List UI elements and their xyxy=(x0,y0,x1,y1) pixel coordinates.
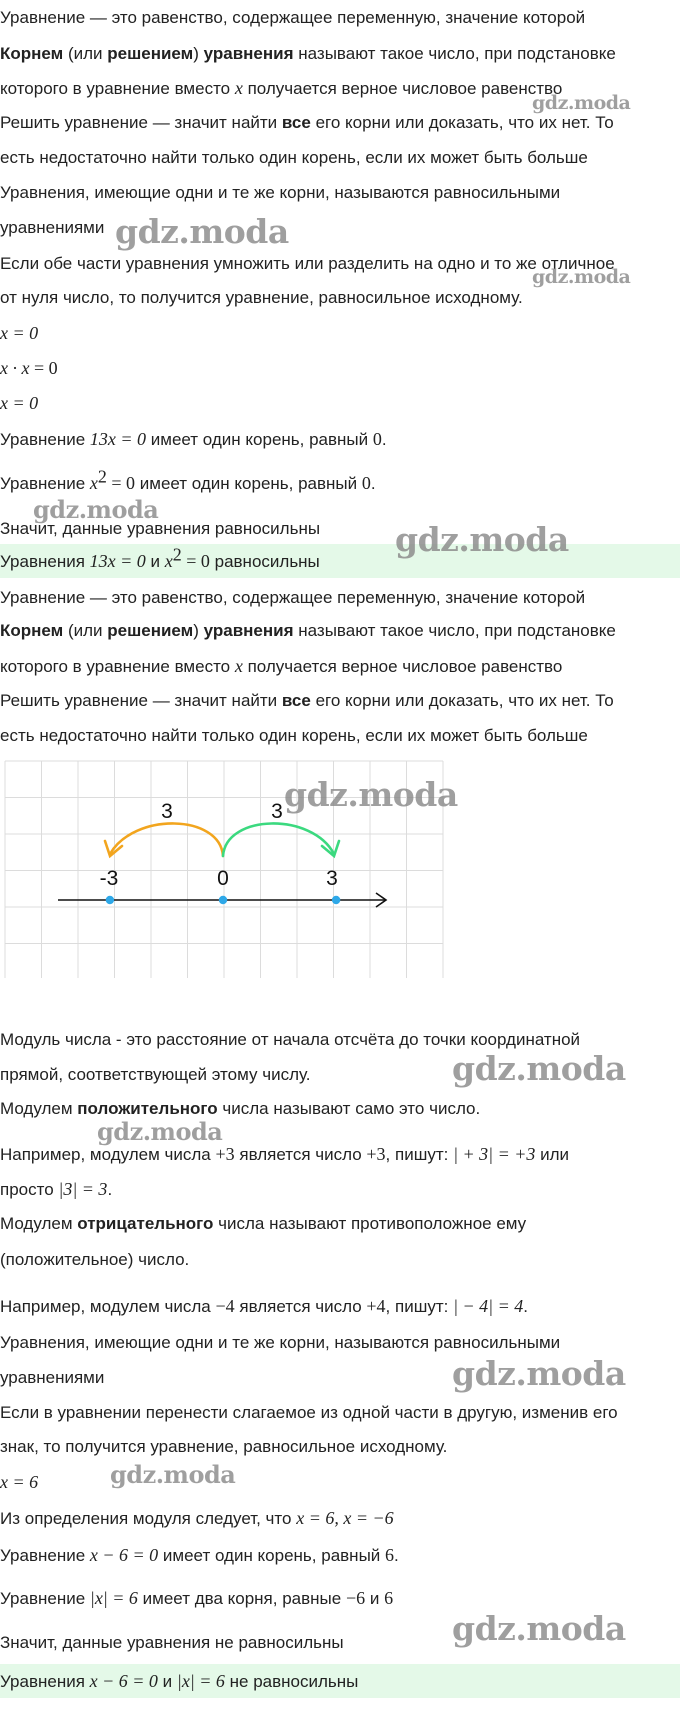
text-fragment: и xyxy=(145,552,165,571)
math-expression: 13x = 0 xyxy=(89,429,147,449)
text-fragment: Например, модулем числа xyxy=(0,1145,216,1164)
text-fragment: Уравнение xyxy=(0,1546,90,1565)
math-variable: x xyxy=(234,656,243,676)
text-fragment: имеет один корень, равный xyxy=(158,1546,386,1565)
text-fragment: и xyxy=(157,1672,177,1691)
conclusion-line: Значит, данные уравнения не равносильны xyxy=(0,1633,344,1652)
watermark: gdz.moda xyxy=(33,495,159,524)
text-fragment: , пишут: xyxy=(385,1297,454,1316)
text-fragment: Уравнение xyxy=(0,430,90,449)
text-fragment: называют такое число, при подстановке xyxy=(293,44,616,63)
math-exponent: 2 xyxy=(172,544,182,565)
definition-line: Уравнение — это равенство, содержащее переменную, значение которой xyxy=(0,8,586,27)
math-expression: x − 6 = 0 xyxy=(89,1671,158,1691)
watermark: gdz.moda xyxy=(97,1117,223,1146)
bold-term: уравнения xyxy=(203,621,294,640)
definition-line xyxy=(0,620,616,642)
equation-line xyxy=(0,357,58,380)
watermark: gdz.moda xyxy=(452,1354,626,1393)
text-fragment: или xyxy=(535,1145,570,1164)
text-fragment: называют такое число, при подстановке xyxy=(293,621,616,640)
example-line xyxy=(0,1178,112,1201)
text-fragment: Уравнения xyxy=(0,1672,90,1691)
number-line-point xyxy=(219,896,227,904)
text-fragment: не равносильны xyxy=(224,1672,359,1691)
watermark: gdz.moda xyxy=(110,1460,236,1489)
text-fragment: . xyxy=(381,430,387,449)
text-fragment: получается верное числовое равенство xyxy=(242,657,563,676)
text-fragment: числа называют само это число. xyxy=(217,1099,481,1118)
bold-term: отрицательного xyxy=(77,1214,214,1233)
math-expression: 13x = 0 xyxy=(89,551,146,571)
example-line xyxy=(0,1143,569,1166)
math-expression: x xyxy=(164,551,173,571)
math-number: +4 xyxy=(366,1296,386,1316)
point-label-zero: 0 xyxy=(217,867,229,890)
text-fragment: Решить уравнение — значит найти xyxy=(0,113,282,132)
definition-line: Модуль числа - это расстояние от начала отсчёта до точки координатной xyxy=(0,1030,581,1049)
text-fragment: которого в уравнение вместо xyxy=(0,79,235,98)
definition-line: есть недостаточно найти только один корень, если их может быть больше xyxy=(0,726,588,745)
definition-line xyxy=(0,1098,480,1120)
equation-line: x = 0 xyxy=(0,323,39,343)
definition-line: знак, то получится уравнение, равносильное исходному. xyxy=(0,1437,448,1456)
definition-line: прямой, соответствующей этому числу. xyxy=(0,1065,311,1084)
text-fragment: имеет два корня, равные xyxy=(137,1589,346,1608)
definition-line xyxy=(0,77,562,100)
text-fragment: ) xyxy=(193,44,204,63)
definition-line: Уравнения, имеющие одни и те же корни, называются равносильными xyxy=(0,183,561,202)
text-fragment: Уравнения xyxy=(0,552,90,571)
definition-line: есть недостаточно найти только один корень, если их может быть больше xyxy=(0,148,588,167)
watermark: gdz.moda xyxy=(452,1049,626,1088)
text-fragment: числа называют противоположное ему xyxy=(213,1214,527,1233)
math-number: 6 xyxy=(385,1545,395,1565)
math-expression: |x| = 6 xyxy=(89,1588,138,1608)
math-expression: |3| = 3 xyxy=(58,1179,108,1199)
statement-line xyxy=(0,1507,394,1530)
text-fragment: (или xyxy=(63,44,108,63)
math-number: −4 xyxy=(215,1296,235,1316)
math-expression: | + 3| = +3 xyxy=(453,1144,536,1164)
statement-line xyxy=(0,1587,393,1610)
text-fragment: Решить уравнение — значит найти xyxy=(0,691,282,710)
math-expression: = 0 xyxy=(29,358,58,378)
text-fragment: , пишут: xyxy=(385,1145,454,1164)
left-jump-arc xyxy=(110,823,223,856)
highlighted-conclusion xyxy=(0,544,320,573)
bold-term: Корнем xyxy=(0,621,64,640)
definition-line: уравнениями xyxy=(0,218,105,237)
point-label-pos3: 3 xyxy=(326,867,338,890)
definition-line: (положительное) число. xyxy=(0,1250,190,1269)
watermark: gdz.moda xyxy=(115,212,289,251)
number-line-point xyxy=(106,896,114,904)
text-fragment: его корни или доказать, что их нет. То xyxy=(310,113,614,132)
point-label-neg3: -3 xyxy=(99,867,119,890)
statement-line xyxy=(0,1544,399,1567)
text-fragment: имеет один корень, равный xyxy=(146,430,373,449)
watermark: gdz.moda xyxy=(395,520,569,559)
bold-term: уравнения xyxy=(203,44,294,63)
right-jump-arc xyxy=(223,823,334,856)
left-distance-label: 3 xyxy=(161,800,173,823)
math-expression: |x| = 6 xyxy=(176,1671,225,1691)
math-exponent: 2 xyxy=(97,466,107,487)
text-fragment: Уравнение xyxy=(0,474,90,493)
text-fragment: Из определения модуля следует, что xyxy=(0,1509,297,1528)
text-fragment: получается верное числовое равенство xyxy=(242,79,563,98)
math-number: 0 xyxy=(372,429,382,449)
conclusion-line: Значит, данные уравнения равносильны xyxy=(0,519,321,538)
text-fragment: Уравнение xyxy=(0,1589,90,1608)
text-fragment: которого в уравнение вместо xyxy=(0,657,235,676)
math-expression: x − 6 = 0 xyxy=(89,1545,159,1565)
text-fragment: . xyxy=(394,1546,399,1565)
text-fragment: . xyxy=(523,1297,529,1316)
definition-line: Уравнение — это равенство, содержащее переменную, значение которой xyxy=(0,588,586,607)
equation-line: x = 6 xyxy=(0,1472,39,1492)
math-variable: x xyxy=(234,78,243,98)
math-number: −6 xyxy=(345,1588,366,1608)
statement-line xyxy=(0,428,387,451)
text-fragment: является число xyxy=(234,1145,367,1164)
text-fragment: и xyxy=(365,1589,385,1608)
bold-term: Корнем xyxy=(0,44,64,63)
math-number: 0 xyxy=(361,473,371,493)
math-expression: x xyxy=(89,473,98,493)
text-fragment: имеет один корень, равный xyxy=(135,474,362,493)
bold-term: все xyxy=(281,113,311,132)
definition-line: уравнениями xyxy=(0,1368,105,1387)
definition-line xyxy=(0,655,562,678)
text-fragment: ) xyxy=(193,621,204,640)
text-fragment: . xyxy=(107,1180,113,1199)
math-expression: x = 6, x = −6 xyxy=(296,1508,394,1528)
definition-line xyxy=(0,690,614,712)
math-expression: | − 4| = 4 xyxy=(453,1296,524,1316)
text-fragment: (или xyxy=(63,621,108,640)
text-fragment: равносильны xyxy=(209,552,320,571)
watermark: gdz.moda xyxy=(284,775,458,814)
highlighted-conclusion xyxy=(0,1670,358,1693)
definition-line xyxy=(0,43,616,65)
watermark: gdz.moda xyxy=(532,266,631,288)
math-number: +3 xyxy=(366,1144,386,1164)
text-fragment: является число xyxy=(234,1297,367,1316)
definition-line: от нуля число, то получится уравнение, равносильное исходному. xyxy=(0,288,523,307)
definition-line xyxy=(0,112,614,134)
text-fragment: его корни или доказать, что их нет. То xyxy=(310,691,614,710)
text-fragment: просто xyxy=(0,1180,59,1199)
math-expression: x · x xyxy=(0,358,30,378)
text-fragment: Модулем xyxy=(0,1214,78,1233)
definition-line: Уравнения, имеющие одни и те же корни, называются равносильными xyxy=(0,1333,561,1352)
math-expression: = 0 xyxy=(181,551,210,571)
text-fragment: . xyxy=(370,474,376,493)
watermark: gdz.moda xyxy=(532,92,631,114)
statement-line xyxy=(0,466,376,495)
right-distance-label: 3 xyxy=(271,800,283,823)
math-number: 6 xyxy=(384,1588,394,1608)
number-line-point xyxy=(332,896,340,904)
text-fragment: Например, модулем числа xyxy=(0,1297,216,1316)
watermark: gdz.moda xyxy=(452,1609,626,1648)
definition-line: Если обе части уравнения умножить или разделить на одно и то же отличное xyxy=(0,254,615,273)
bold-term: все xyxy=(281,691,311,710)
math-number: +3 xyxy=(215,1144,235,1164)
definition-line: Если в уравнении перенести слагаемое из одной части в другую, изменив его xyxy=(0,1403,618,1422)
equation-line: x = 0 xyxy=(0,393,39,413)
bold-term: решением xyxy=(107,44,194,63)
math-expression: = 0 xyxy=(106,473,136,493)
text-fragment: Модулем xyxy=(0,1099,78,1118)
bold-term: положительного xyxy=(77,1099,218,1118)
bold-term: решением xyxy=(107,621,194,640)
definition-line xyxy=(0,1213,526,1235)
example-line xyxy=(0,1295,528,1318)
